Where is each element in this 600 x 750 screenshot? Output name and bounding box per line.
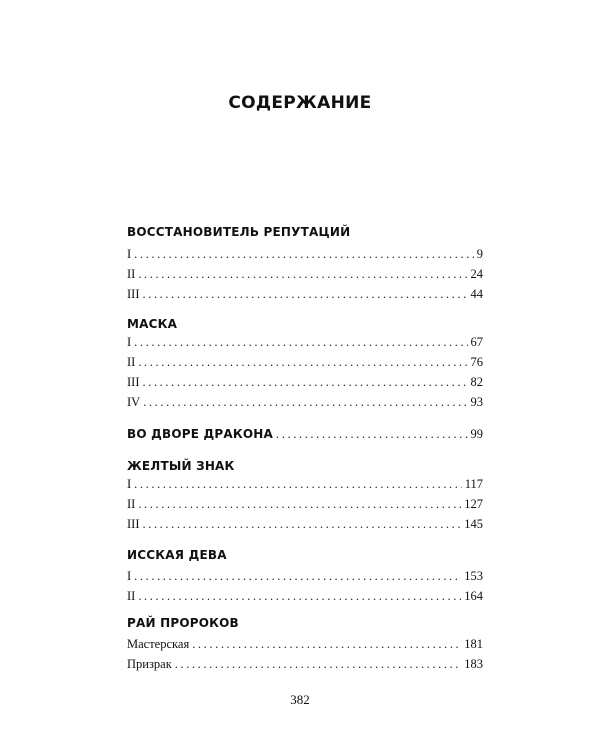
dot-leader (138, 354, 467, 370)
toc-entry[interactable] (127, 636, 483, 652)
entry-label: IV (127, 395, 141, 409)
section-heading: МАСКА (127, 317, 178, 331)
toc-entry[interactable] (127, 246, 483, 262)
entry-page: 99 (470, 427, 483, 441)
entry-page: 127 (464, 497, 483, 511)
dot-leader (143, 516, 462, 532)
entry-page: 93 (470, 395, 483, 409)
entry-page: 145 (464, 517, 483, 531)
section-heading: ИССКАЯ ДЕВА (127, 548, 227, 562)
dot-leader (192, 636, 461, 652)
toc-entry[interactable] (127, 656, 483, 672)
entry-page: 117 (464, 477, 483, 491)
entry-page: 183 (464, 657, 483, 671)
entry-label: III (127, 287, 140, 301)
entry-page: 82 (470, 375, 483, 389)
entry-page: 164 (464, 589, 483, 603)
toc-entry[interactable] (127, 394, 483, 410)
toc-entry[interactable] (127, 374, 483, 390)
entry-label: II (127, 355, 136, 369)
entry-page: 44 (470, 287, 483, 301)
entry-label: I (127, 569, 132, 583)
section-heading: ЖЕЛТЫЙ ЗНАК (127, 459, 235, 473)
toc-entry[interactable] (127, 266, 483, 282)
entry-page: 67 (470, 335, 483, 349)
entry-label: III (127, 517, 140, 531)
toc-entry[interactable] (127, 516, 483, 532)
entry-label: II (127, 267, 136, 281)
page-title: СОДЕРЖАНИЕ (228, 93, 372, 113)
dot-leader (138, 266, 467, 282)
toc-entry[interactable] (127, 588, 483, 604)
page-number: 382 (290, 692, 310, 707)
entry-label: ВО ДВОРЕ ДРАКОНА (127, 427, 274, 441)
toc-entry-standalone[interactable] (127, 426, 483, 442)
dot-leader (276, 426, 467, 442)
entry-page: 76 (470, 355, 483, 369)
toc-entry[interactable] (127, 286, 483, 302)
dot-leader (138, 588, 461, 604)
entry-label: III (127, 375, 140, 389)
dot-leader (138, 496, 461, 512)
dot-leader (143, 374, 468, 390)
dot-leader (143, 286, 468, 302)
entry-label: Призрак (127, 657, 172, 671)
entry-label: I (127, 335, 132, 349)
dot-leader (134, 246, 474, 262)
toc-entry[interactable] (127, 568, 483, 584)
dot-leader (134, 334, 467, 350)
entry-label: Мастерская (127, 637, 190, 651)
entry-label: I (127, 477, 132, 491)
entry-page: 24 (470, 267, 483, 281)
section-heading: РАЙ ПРОРОКОВ (127, 616, 239, 630)
dot-leader (143, 394, 467, 410)
entry-page: 9 (476, 247, 483, 261)
toc-entry[interactable] (127, 496, 483, 512)
section-heading: ВОССТАНОВИТЕЛЬ РЕПУТАЦИЙ (127, 225, 351, 239)
entry-page: 153 (464, 569, 483, 583)
toc-entry[interactable] (127, 476, 483, 492)
toc-entry[interactable] (127, 354, 483, 370)
dot-leader (134, 568, 461, 584)
toc-entry[interactable] (127, 334, 483, 350)
dot-leader (175, 656, 461, 672)
entry-label: II (127, 589, 136, 603)
entry-label: I (127, 247, 132, 261)
entry-page: 181 (464, 637, 483, 651)
entry-label: II (127, 497, 136, 511)
dot-leader (134, 476, 462, 492)
